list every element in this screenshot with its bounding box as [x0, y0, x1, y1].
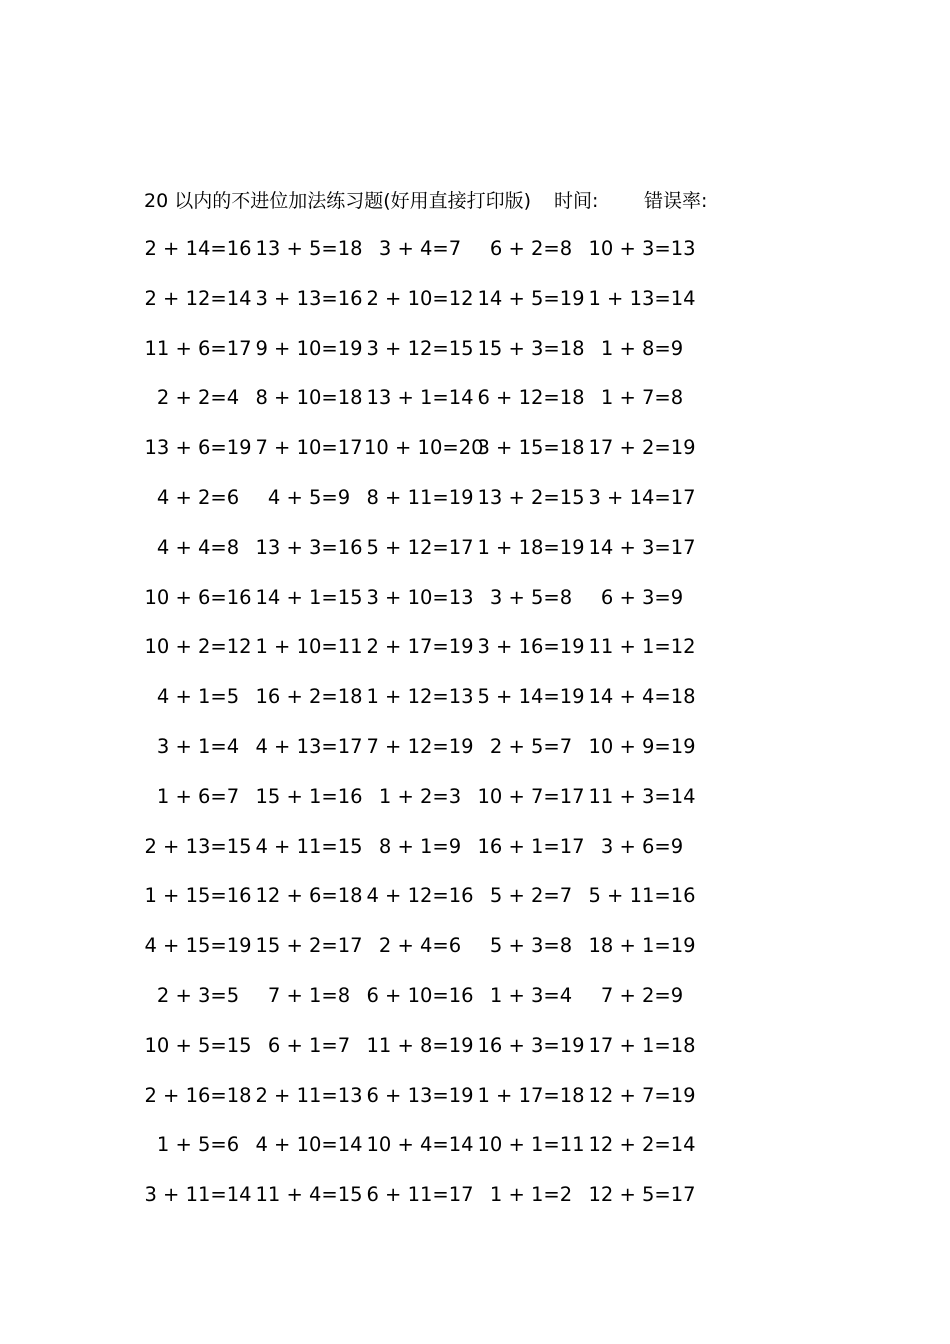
addition-problem: 9 + 10=19 [255, 336, 363, 360]
problem-row [146, 780, 726, 830]
addition-problem: 11 + 1=12 [588, 635, 696, 659]
addition-problem: 2 + 17=19 [366, 635, 474, 659]
problem-row [146, 581, 726, 631]
addition-problem: 10 + 9=19 [588, 734, 696, 758]
addition-problem: 12 + 7=19 [588, 1083, 696, 1107]
addition-problem: 18 + 1=19 [588, 934, 696, 958]
addition-problem: 3 + 10=13 [366, 585, 474, 609]
addition-problem: 5 + 3=8 [489, 934, 573, 958]
addition-problem: 15 + 2=17 [255, 934, 363, 958]
addition-problem: 15 + 3=18 [477, 336, 585, 360]
addition-problem: 4 + 5=9 [267, 485, 351, 509]
addition-problem: 16 + 3=19 [477, 1033, 585, 1057]
addition-problem: 2 + 13=15 [144, 834, 252, 858]
addition-problem: 1 + 13=14 [588, 286, 696, 310]
addition-problem: 7 + 10=17 [255, 436, 363, 460]
problem-row [146, 431, 726, 481]
problem-row [146, 232, 726, 282]
addition-problem: 1 + 8=9 [600, 336, 684, 360]
addition-problem: 6 + 13=19 [366, 1083, 474, 1107]
problem-row [146, 879, 726, 929]
problem-row [146, 381, 726, 431]
addition-problem: 3 + 11=14 [144, 1183, 252, 1207]
addition-problem: 3 + 5=8 [489, 585, 573, 609]
addition-problem: 4 + 13=17 [255, 734, 363, 758]
addition-problem: 15 + 1=16 [255, 784, 363, 808]
addition-problem: 10 + 7=17 [477, 784, 585, 808]
addition-problem: 12 + 5=17 [588, 1183, 696, 1207]
addition-problem: 1 + 15=16 [144, 884, 252, 908]
addition-problem: 7 + 1=8 [267, 983, 351, 1007]
problem-row [146, 680, 726, 730]
addition-problem: 16 + 2=18 [255, 685, 363, 709]
addition-problem: 1 + 1=2 [489, 1183, 573, 1207]
addition-problem: 1 + 5=6 [156, 1133, 240, 1157]
addition-problem: 5 + 2=7 [489, 884, 573, 908]
addition-problem: 10 + 2=12 [144, 635, 252, 659]
addition-problem: 6 + 3=9 [600, 585, 684, 609]
addition-problem: 1 + 17=18 [477, 1083, 585, 1107]
addition-problem: 6 + 2=8 [489, 237, 573, 260]
addition-problem: 6 + 11=17 [366, 1183, 474, 1207]
addition-problem: 10 + 3=13 [588, 237, 696, 260]
problem-row [146, 730, 726, 780]
addition-problem: 10 + 6=16 [144, 585, 252, 609]
problem-row [146, 282, 726, 332]
addition-problem: 5 + 11=16 [588, 884, 696, 908]
addition-problem: 1 + 3=4 [489, 983, 573, 1007]
addition-problem: 3 + 1=4 [156, 734, 240, 758]
addition-problem: 1 + 12=13 [366, 685, 474, 709]
addition-problem: 17 + 1=18 [588, 1033, 696, 1057]
addition-problem: 7 + 2=9 [600, 983, 684, 1007]
addition-problem: 10 + 10=20 [364, 436, 484, 460]
addition-problem: 3 + 12=15 [366, 336, 474, 360]
addition-problem: 5 + 12=17 [366, 535, 474, 559]
problem-row [146, 1029, 726, 1079]
addition-problem: 11 + 3=14 [588, 784, 696, 808]
addition-problem: 4 + 4=8 [156, 535, 240, 559]
addition-problem: 4 + 2=6 [156, 485, 240, 509]
addition-problem: 10 + 5=15 [144, 1033, 252, 1057]
addition-problem: 16 + 1=17 [477, 834, 585, 858]
problem-row [146, 1079, 726, 1129]
addition-problem: 2 + 14=16 [144, 237, 252, 260]
worksheet-title: 20 以内的不进位加法练习题(好用直接打印版) [144, 190, 532, 212]
addition-problem: 1 + 2=3 [378, 784, 462, 808]
addition-problem: 4 + 10=14 [255, 1133, 363, 1157]
addition-problem: 13 + 5=18 [255, 237, 363, 260]
problem-row [146, 630, 726, 680]
addition-problem: 3 + 14=17 [588, 485, 696, 509]
addition-problem: 1 + 7=8 [600, 386, 684, 410]
error-rate-label: 错误率: [644, 190, 708, 212]
addition-problem: 2 + 3=5 [156, 983, 240, 1007]
problem-row [146, 481, 726, 531]
problem-row [146, 1128, 726, 1178]
problem-row [146, 830, 726, 880]
addition-problem: 4 + 12=16 [366, 884, 474, 908]
addition-problem: 7 + 12=19 [366, 734, 474, 758]
addition-problem: 10 + 1=11 [477, 1133, 585, 1157]
addition-problem: 5 + 14=19 [477, 685, 585, 709]
worksheet-header [144, 186, 764, 216]
addition-problem: 6 + 10=16 [366, 983, 474, 1007]
addition-problem: 3 + 16=19 [477, 635, 585, 659]
addition-problem: 3 + 4=7 [378, 237, 462, 260]
addition-problem: 3 + 6=9 [600, 834, 684, 858]
addition-problem: 6 + 1=7 [267, 1033, 351, 1057]
addition-problem: 2 + 10=12 [366, 286, 474, 310]
addition-problem: 2 + 12=14 [144, 286, 252, 310]
addition-problem: 10 + 4=14 [366, 1133, 474, 1157]
time-label: 时间: [554, 190, 599, 212]
problem-row [146, 979, 726, 1029]
addition-problem: 13 + 1=14 [366, 386, 474, 410]
addition-problem: 17 + 2=19 [588, 436, 696, 460]
addition-problem: 12 + 6=18 [255, 884, 363, 908]
addition-problem: 11 + 6=17 [144, 336, 252, 360]
addition-problem: 4 + 15=19 [144, 934, 252, 958]
addition-problem: 4 + 11=15 [255, 834, 363, 858]
addition-problem: 2 + 5=7 [489, 734, 573, 758]
problem-grid [146, 232, 726, 1228]
problem-row [146, 531, 726, 581]
addition-problem: 14 + 5=19 [477, 286, 585, 310]
addition-problem: 3 + 13=16 [255, 286, 363, 310]
addition-problem: 3 + 15=18 [477, 436, 585, 460]
addition-problem: 8 + 10=18 [255, 386, 363, 410]
addition-problem: 1 + 18=19 [477, 535, 585, 559]
problem-row [146, 929, 726, 979]
addition-problem: 1 + 10=11 [255, 635, 363, 659]
addition-problem: 2 + 16=18 [144, 1083, 252, 1107]
addition-problem: 13 + 3=16 [255, 535, 363, 559]
addition-problem: 8 + 1=9 [378, 834, 462, 858]
addition-problem: 11 + 8=19 [366, 1033, 474, 1057]
addition-problem: 2 + 11=13 [255, 1083, 363, 1107]
addition-problem: 1 + 6=7 [156, 784, 240, 808]
addition-problem: 14 + 3=17 [588, 535, 696, 559]
addition-problem: 2 + 2=4 [156, 386, 240, 410]
addition-problem: 11 + 4=15 [255, 1183, 363, 1207]
addition-problem: 6 + 12=18 [477, 386, 585, 410]
addition-problem: 4 + 1=5 [156, 685, 240, 709]
addition-problem: 13 + 2=15 [477, 485, 585, 509]
addition-problem: 12 + 2=14 [588, 1133, 696, 1157]
addition-problem: 8 + 11=19 [366, 485, 474, 509]
addition-problem: 14 + 1=15 [255, 585, 363, 609]
problem-row [146, 1178, 726, 1228]
addition-problem: 2 + 4=6 [378, 934, 462, 958]
addition-problem: 13 + 6=19 [144, 436, 252, 460]
addition-problem: 14 + 4=18 [588, 685, 696, 709]
problem-row [146, 332, 726, 382]
